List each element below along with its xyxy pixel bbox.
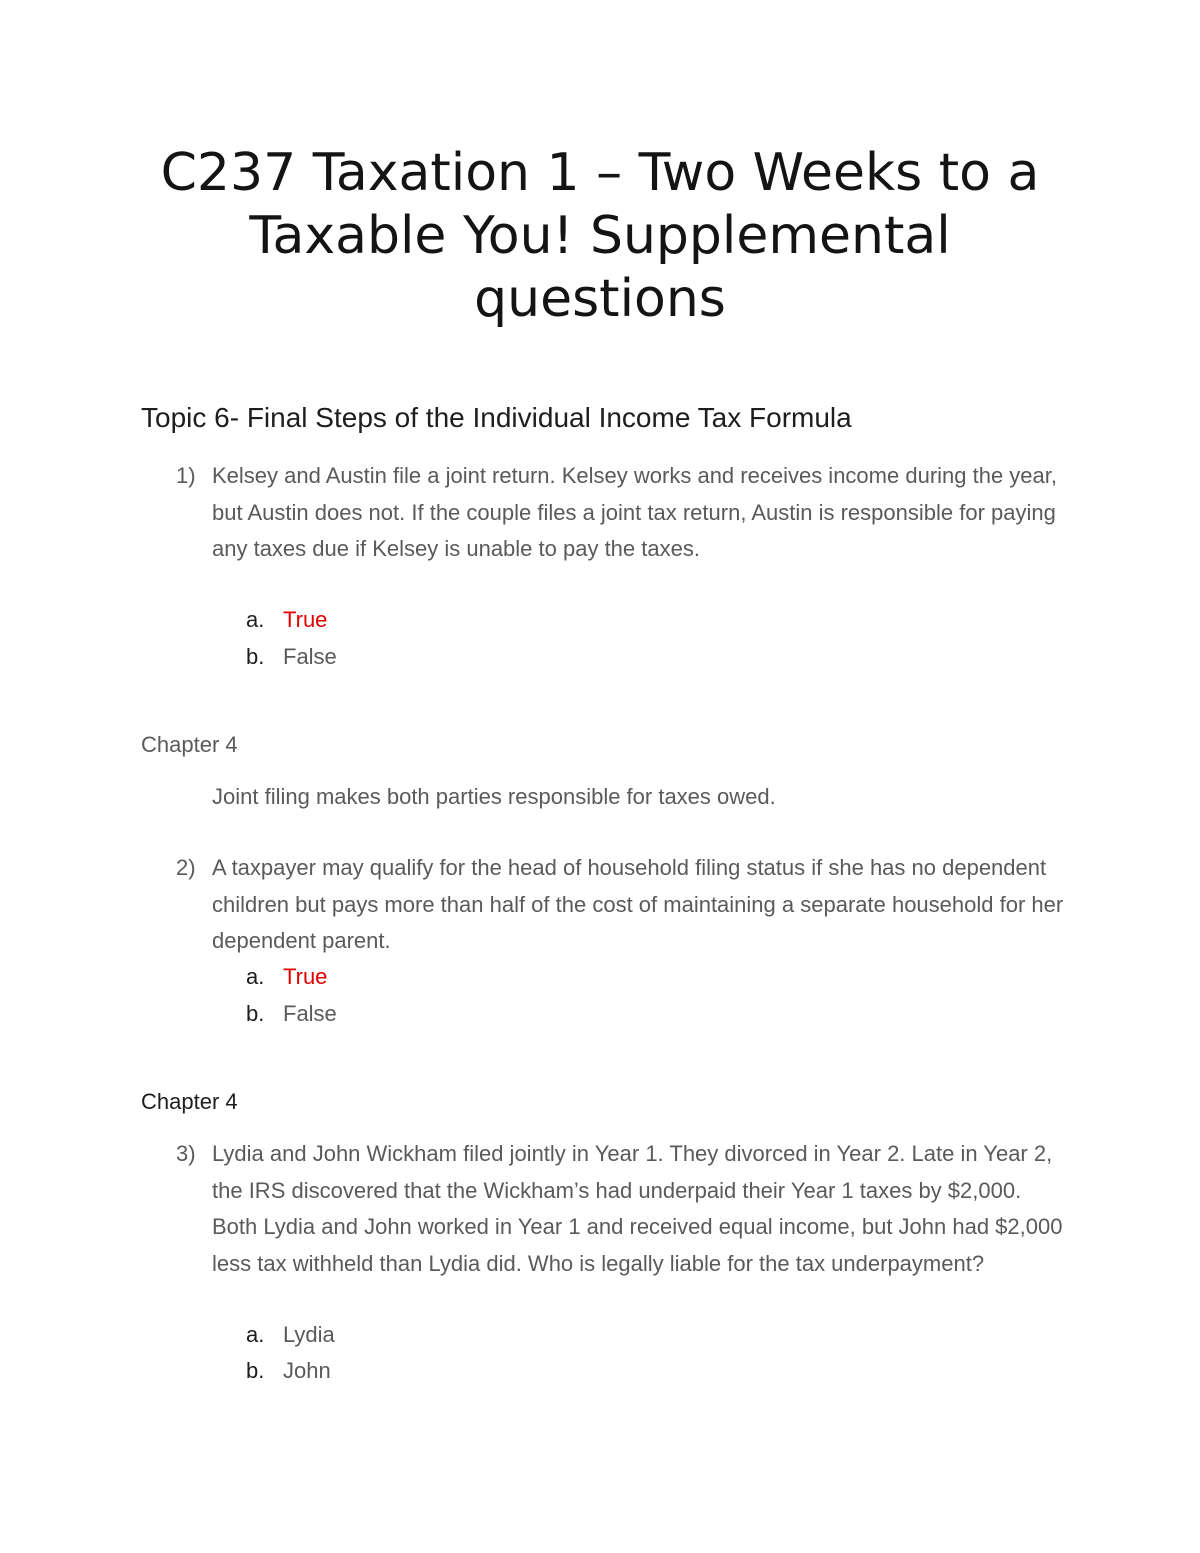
question-1-text — [176, 458, 1072, 568]
question-3-body: Lydia and John Wickham filed jointly in Year 1. They divorced in Year 2. Late in Year 2, the IRS discovered that the Wickham’s had underpaid their Year 1 taxes by $2,000. Both Lydia and John worked in Year 1 and received equal income, but John had $2,000 less tax withheld than Lydia did. Who is legally liable for the tax underpayment? — [212, 1141, 1063, 1276]
question-3-option-a — [246, 1317, 335, 1353]
question-1-chapter: Chapter 4 — [141, 732, 238, 757]
option-letter: a. — [246, 1322, 265, 1347]
option-text: False — [283, 1001, 337, 1026]
option-text: True — [283, 964, 328, 989]
question-3-option-b — [246, 1353, 331, 1389]
option-letter: a. — [246, 964, 265, 989]
topic-heading: Topic 6- Final Steps of the Individual Income Tax Formula — [141, 402, 852, 433]
question-3-text — [176, 1136, 1072, 1282]
option-letter: b. — [246, 1001, 265, 1026]
option-text: True — [283, 607, 328, 632]
option-letter: a. — [246, 607, 265, 632]
question-2-option-a — [246, 959, 328, 995]
question-1-option-a — [246, 602, 328, 638]
question-2-body: A taxpayer may qualify for the head of household filing status if she has no dependent children but pays more than half of the cost of maintaining a separate household for her dependent parent. — [212, 855, 1064, 953]
option-letter: b. — [246, 644, 265, 669]
document-title: C237 Taxation 1 – Two Weeks to a Taxable You! Supplemental questions — [160, 143, 1040, 329]
question-1-number: 1) — [176, 463, 196, 488]
option-text: False — [283, 644, 337, 669]
question-1-option-b — [246, 639, 337, 675]
option-text: John — [283, 1358, 331, 1383]
question-2-chapter: Chapter 4 — [141, 1089, 238, 1114]
question-2-option-b — [246, 996, 337, 1032]
option-text: Lydia — [283, 1322, 335, 1347]
question-2-text — [176, 850, 1072, 960]
question-2-number: 2) — [176, 855, 196, 880]
question-1-explanation: Joint filing makes both parties responsible for taxes owed. — [212, 784, 776, 809]
option-letter: b. — [246, 1358, 265, 1383]
question-3-number: 3) — [176, 1141, 196, 1166]
question-1-body: Kelsey and Austin file a joint return. Kelsey works and receives income during the year, but Austin does not. If the couple files a joint tax return, Austin is responsible for paying any taxes due if Kelsey is unable to pay the taxes. — [212, 463, 1058, 561]
